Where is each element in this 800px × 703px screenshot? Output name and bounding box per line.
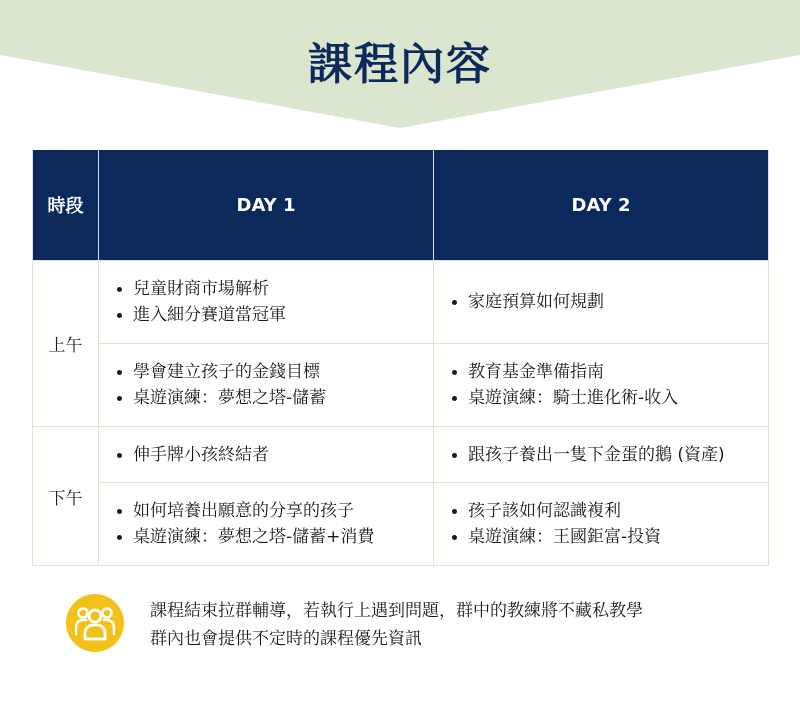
footer-line-2: 群內也會提供不定時的課程優先資訊 [150,629,422,649]
day2-list [434,442,768,468]
day2-cell [434,427,769,483]
day2-cell [434,483,769,566]
footer-line-1: 課程結束拉群輔導，若執行上遇到問題，群中的教練將不藏私教學 [150,601,643,621]
list-item: 桌遊演練：騎士進化術-收入 [468,385,768,411]
schedule-table [32,150,769,566]
period-morning: 上午 [33,261,99,427]
header-day2: DAY 2 [434,150,769,261]
day1-cell [99,427,434,483]
list-item: 如何培養出願意的分享的孩子 [133,498,433,524]
list-item: 桌遊演練：夢想之塔-儲蓄 [133,385,433,411]
day2-list [434,498,768,550]
list-item: 桌遊演練：夢想之塔-儲蓄+消費 [133,524,433,550]
group-icon [66,594,124,652]
day1-cell [99,483,434,566]
day2-cell [434,261,769,344]
list-item: 桌遊演練：王國鉅富-投資 [468,524,768,550]
list-item: 跟孩子養出一隻下金蛋的鵝 (資產) [468,442,768,468]
list-item: 進入細分賽道當冠軍 [133,302,433,328]
list-item: 孩子該如何認識複利 [468,498,768,524]
table-row [33,483,769,566]
day1-list [99,498,433,550]
list-item: 伸手牌小孩終結者 [133,442,433,468]
list-item: 學會建立孩子的金錢目標 [133,359,433,385]
day1-list [99,276,433,328]
table-header-row [33,150,769,261]
table-row [33,344,769,427]
day2-cell [434,344,769,427]
header-period: 時段 [33,150,99,261]
table-row [33,261,769,344]
header-day1: DAY 1 [99,150,434,261]
day1-cell [99,261,434,344]
period-afternoon: 下午 [33,427,99,566]
day1-list [99,359,433,411]
day1-cell [99,344,434,427]
day2-list [434,359,768,411]
page-title: 課程內容 [308,39,492,90]
list-item: 教育基金準備指南 [468,359,768,385]
day2-list [434,289,768,315]
day1-list [99,442,433,468]
table-row [33,427,769,483]
footer-note [150,597,643,653]
list-item: 家庭預算如何規劃 [468,289,768,315]
list-item: 兒童財商市場解析 [133,276,433,302]
